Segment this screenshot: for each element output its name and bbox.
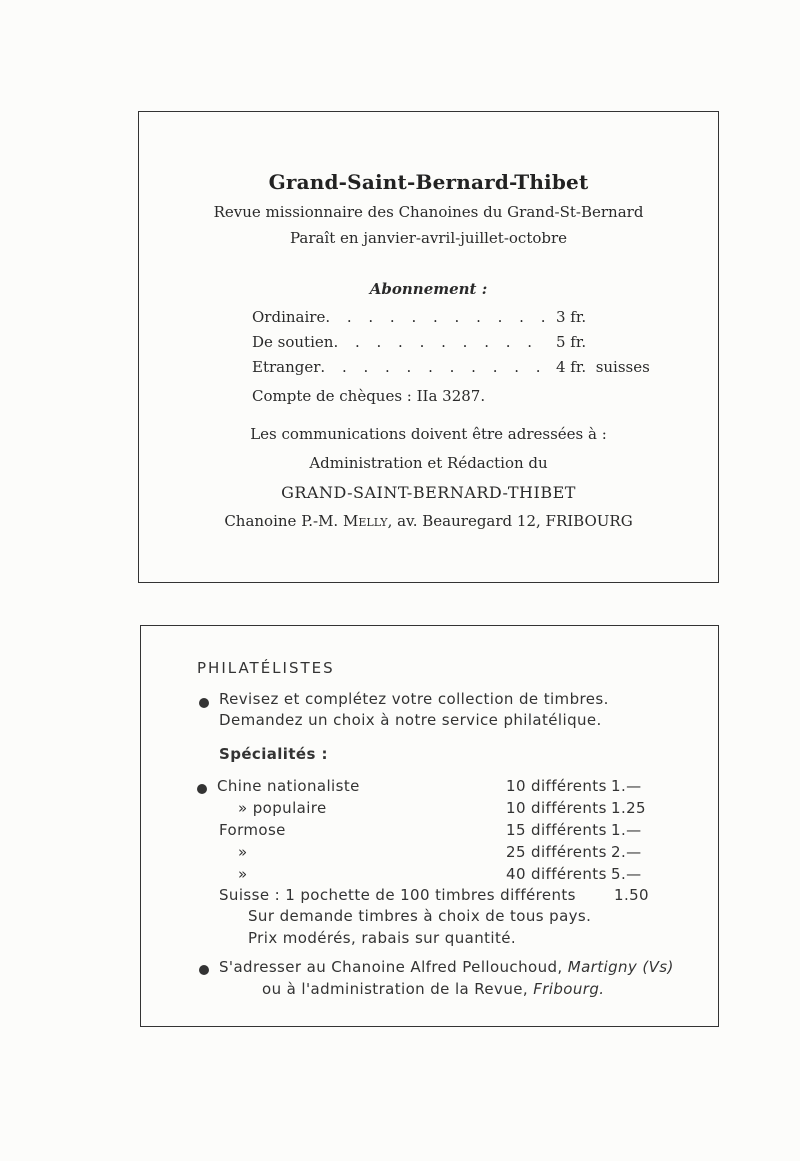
prix-line: Prix modérés, rabais sur quantité.: [248, 929, 517, 947]
intro-line-2: Demandez un choix à notre service philatélique.: [219, 711, 602, 729]
rate-label: De soutien: [252, 333, 334, 351]
item-name: »: [238, 865, 248, 883]
item-count: 10 différents: [506, 777, 607, 795]
rate-price-etranger: [556, 358, 650, 376]
bullet-icon: [199, 965, 209, 975]
contact2-prefix: ou à l'administration de la Revue,: [262, 980, 529, 998]
rate-note: suisses: [595, 358, 650, 376]
rate-row-ordinaire: [252, 308, 551, 326]
rate-price: 3 fr.: [556, 308, 587, 326]
item-price: 1.—: [611, 821, 642, 839]
suisse-line: Suisse : 1 pochette de 100 timbres différents: [219, 886, 576, 904]
contact2-place: Fribourg.: [533, 980, 605, 998]
item-price: 2.—: [611, 843, 642, 861]
leader-dots: . . . . . . . . . .: [333, 333, 539, 351]
philatelie-box: [140, 625, 719, 1027]
cheque-account: Compte de chèques : IIa 3287.: [252, 387, 486, 405]
editor-address: [139, 512, 718, 530]
leader-dots: . . . . . . . . . . .: [325, 308, 552, 326]
leader-dots: . . . . . . . . . . .: [320, 358, 547, 376]
item-price: 1.25: [611, 799, 646, 817]
bullet-icon: [199, 698, 209, 708]
publication-name: GRAND-SAINT-BERNARD-THIBET: [281, 483, 576, 502]
item-count: 25 différents: [506, 843, 607, 861]
demande-line: Sur demande timbres à choix de tous pays.: [248, 907, 592, 925]
revue-title: Grand-Saint-Bernard-Thibet: [268, 170, 589, 194]
rate-label: Etranger: [252, 358, 321, 376]
contact-line-2: [262, 980, 604, 998]
specialites-heading: Spécialités :: [219, 745, 328, 763]
abonnement-heading: Abonnement :: [369, 280, 488, 298]
address-suffix: , av. Beauregard 12, FRIBOURG: [387, 512, 633, 530]
item-name: » populaire: [238, 799, 327, 817]
contact-prefix: S'adresser au Chanoine Alfred Pellouchoud,: [219, 958, 563, 976]
philatelie-heading: PHILATÉLISTES: [197, 659, 335, 677]
rate-row-etranger: [252, 358, 547, 376]
publication-schedule: Paraît en janvier-avril-juillet-octobre: [289, 229, 568, 247]
item-name: Chine nationaliste: [217, 777, 360, 795]
communications-notice: Les communications doivent être adressées à :: [250, 425, 607, 443]
revue-subscription-box: [138, 111, 719, 583]
rate-row-soutien: [252, 333, 538, 351]
rate-label: Ordinaire: [252, 308, 326, 326]
intro-line-1: Revisez et complétez votre collection de timbres.: [219, 690, 609, 708]
item-name: Formose: [219, 821, 286, 839]
suisse-price: 1.50: [614, 886, 649, 904]
bullet-icon: [197, 784, 207, 794]
rate-price: 4 fr.: [556, 358, 587, 376]
rate-price: 5 fr.: [556, 333, 587, 351]
administration-line: Administration et Rédaction du: [309, 454, 548, 472]
contact-place: Martigny (Vs): [567, 958, 674, 976]
revue-subtitle: Revue missionnaire des Chanoines du Grand-St-Bernard: [213, 203, 644, 221]
item-price: 5.—: [611, 865, 642, 883]
item-count: 15 différents: [506, 821, 607, 839]
contact-line-1: [219, 958, 674, 976]
item-price: 1.—: [611, 777, 642, 795]
address-prefix: Chanoine P.-M.: [224, 512, 339, 530]
item-count: 40 différents: [506, 865, 607, 883]
item-count: 10 différents: [506, 799, 607, 817]
item-name: »: [238, 843, 248, 861]
address-name: Melly: [343, 512, 388, 530]
